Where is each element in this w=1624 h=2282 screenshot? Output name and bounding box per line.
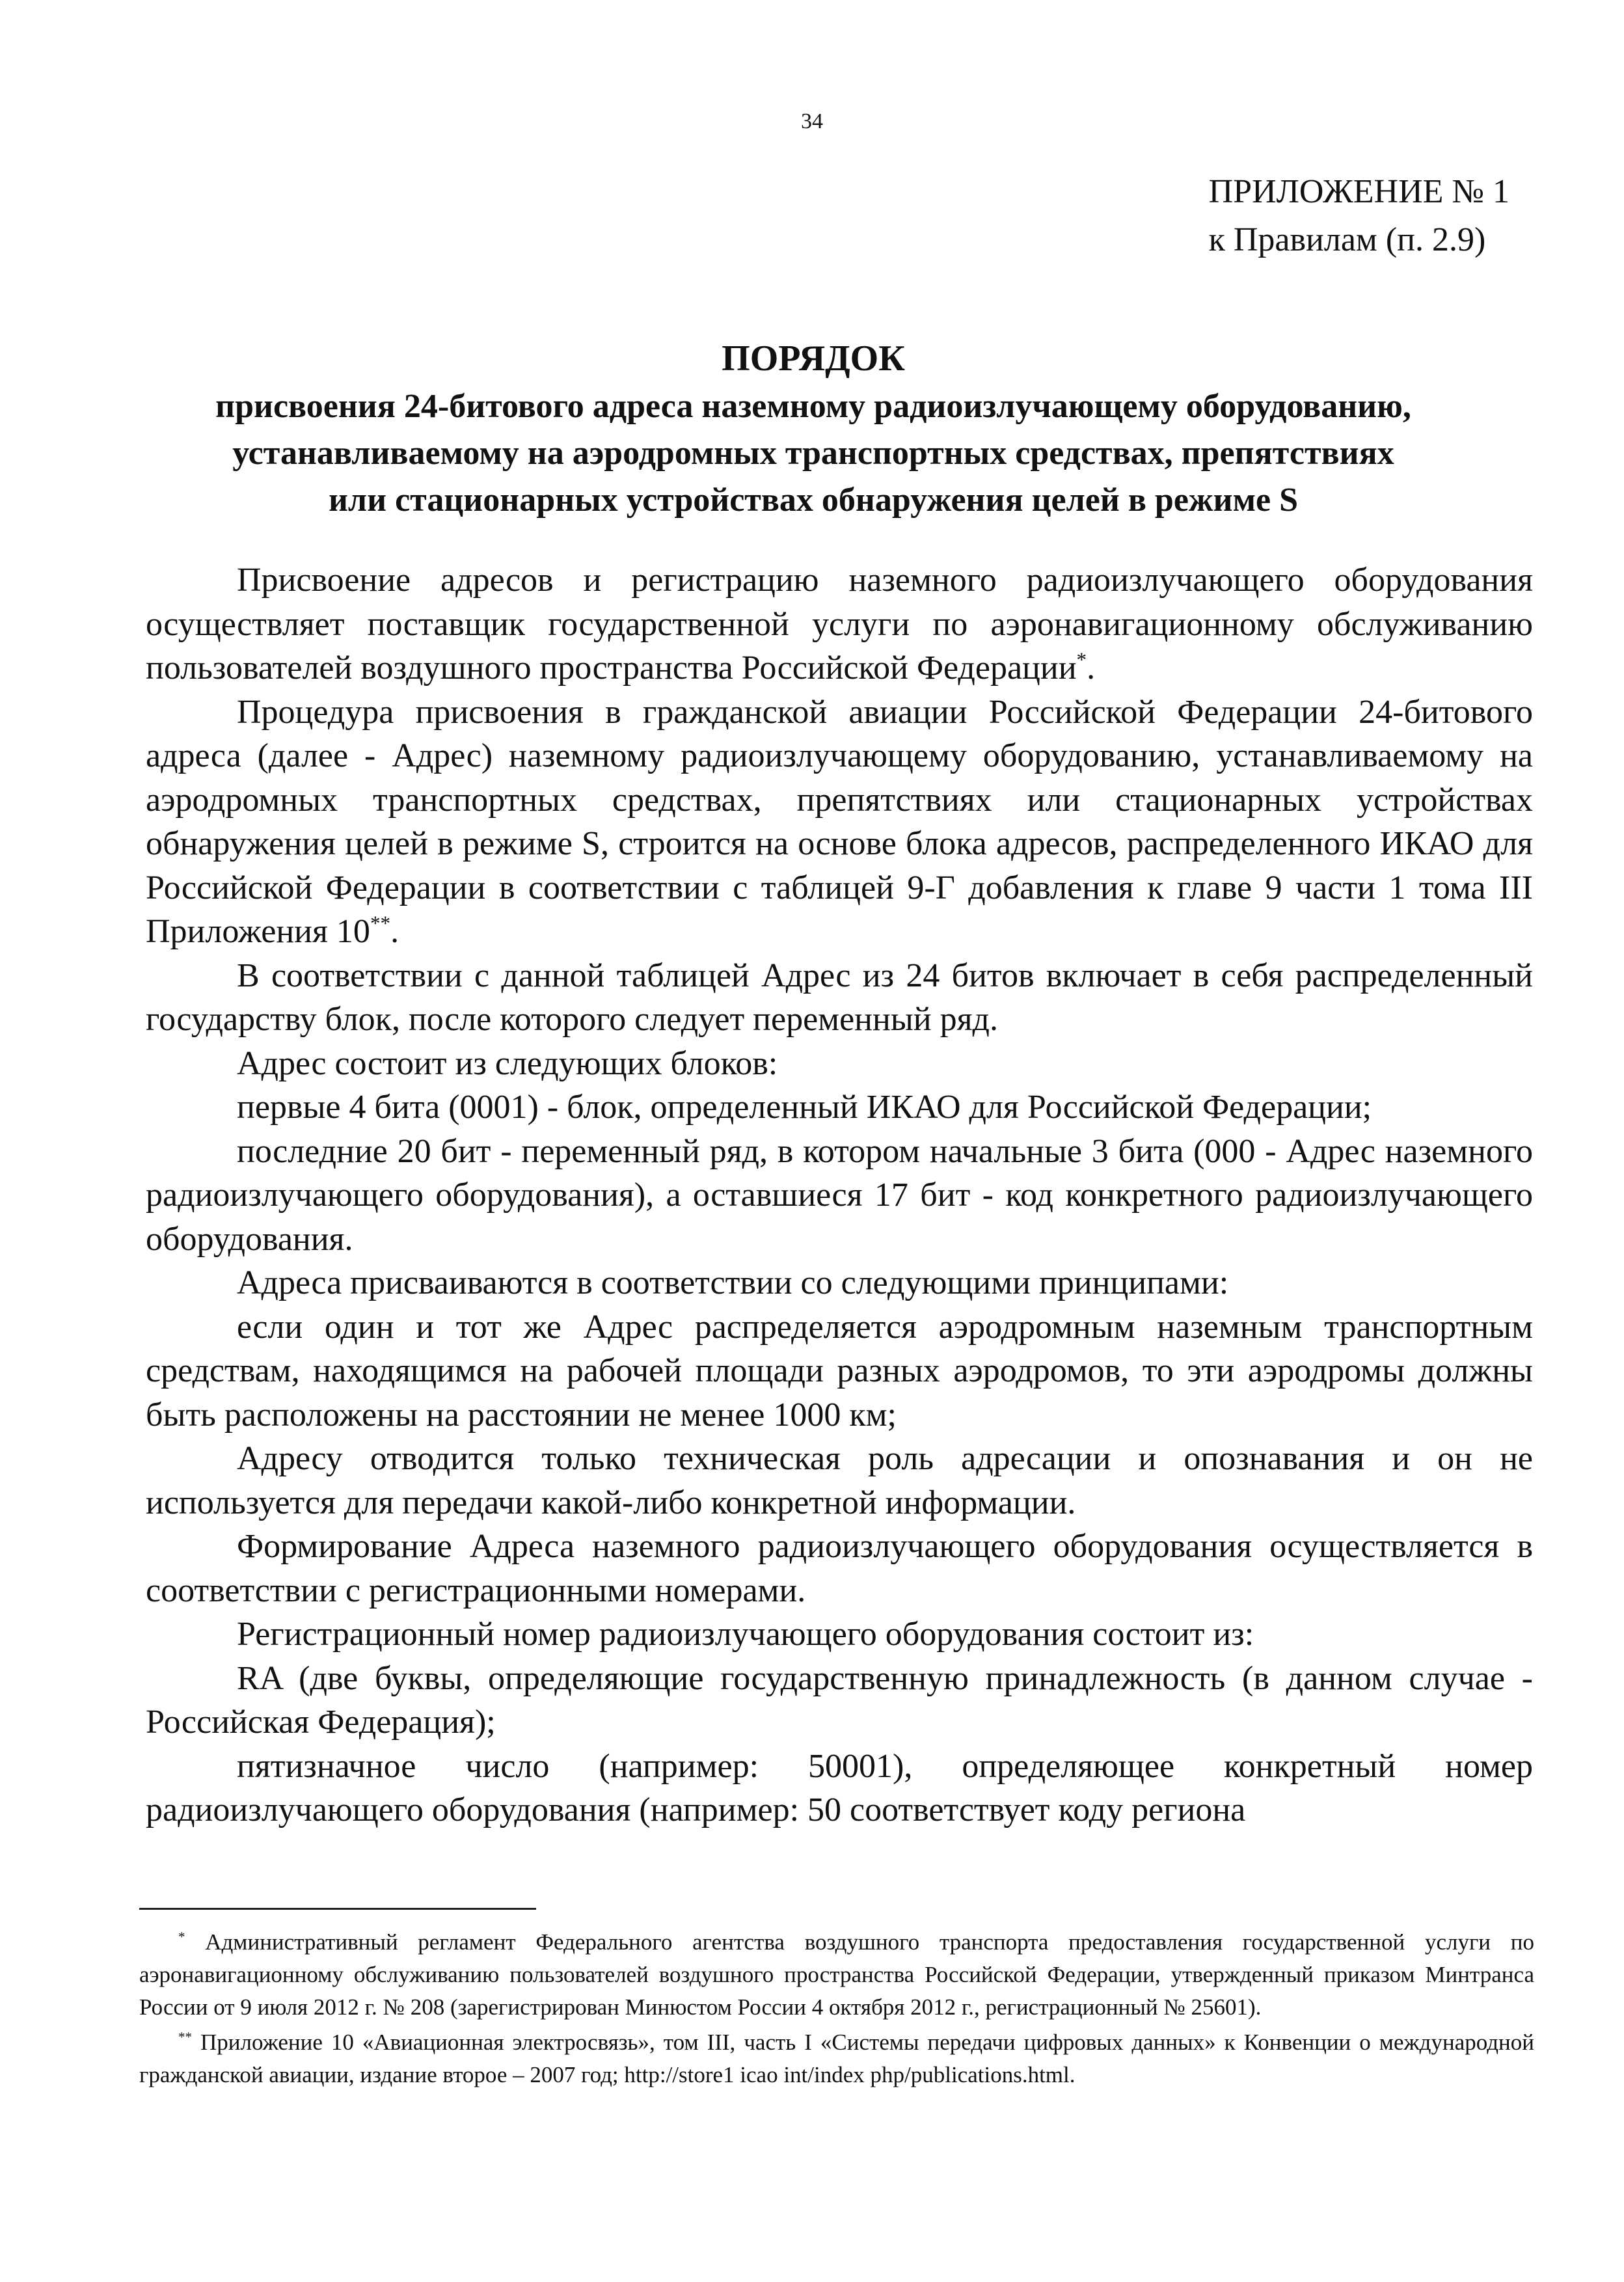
paragraph: Формирование Адреса наземного радиоизлучающего оборудования осуществляется в соответствии с регистрационными номерами.	[146, 1528, 1533, 1609]
title-line-1: присвоения 24-битового адреса наземному радиоизлучающему оборудованию,	[215, 388, 1411, 425]
footnote: * Административный регламент Федерального агентства воздушного транспорта предоставления государственной услуги по аэронавигационному обслуживанию пользователей воздушного пространства Российской Федерации, утвержденный приказом Минтранса России от 9 июля 2012 г. № 208 (зарегистрирован Минюстом России 4 октября 2012 г., регистрационный № 25601).	[139, 1929, 1534, 2020]
body-text	[146, 558, 1533, 1832]
footnote-ref: *	[1076, 648, 1087, 672]
paragraph: Регистрационный номер радиоизлучающего оборудования состоит из:	[237, 1616, 1254, 1653]
paragraph: Адрес состоит из следующих блоков:	[237, 1044, 778, 1082]
footnote: ** Приложение 10 «Авиационная электросвязь», том III, часть I «Системы передачи цифровых данных» к Конвенции о международной гражданской авиации, издание второе – 2007 год; http://store1 icao int/index php/publications.html.	[139, 2029, 1534, 2087]
appendix-number: ПРИЛОЖЕНИЕ № 1	[1208, 173, 1509, 210]
title-line-2: устанавливаемому на аэродромных транспортных средствах, препятствиях	[232, 435, 1394, 472]
paragraph: последние 20 бит - переменный ряд, в котором начальные 3 бита (000 - Адрес наземного радиоизлучающего оборудования), а оставшиеся 17 бит - код конкретного радиоизлучающего оборудования.	[146, 1132, 1533, 1258]
paragraph: Процедура присвоения в гражданской авиации Российской Федерации 24-битового адреса (далее - Адрес) наземному радиоизлучающему оборудованию, устанавливаемому на аэродромных транспортных средствах, препятствиях или стационарных устройствах обнаружения целей в режиме S, строится на основе блока адресов, распределенного ИКАО для Российской Федерации в соответствии с таблицей 9-Г добавления к главе 9 части 1 тома III Приложения 10**.	[146, 693, 1533, 950]
footnote-divider	[139, 1908, 536, 1910]
paragraph: первые 4 бита (0001) - блок, определенный ИКАО для Российской Федерации;	[237, 1089, 1372, 1126]
appendix-header	[1209, 168, 1509, 264]
footnote-ref: **	[370, 912, 391, 935]
paragraph: Присвоение адресов и регистрацию наземного радиоизлучающего оборудования осуществляет поставщик государственной услуги по аэронавигационному обслуживанию пользователей воздушного пространства Российской Федерации*.	[146, 562, 1533, 686]
footnote-mark: *	[178, 1929, 185, 1945]
footnotes	[139, 1926, 1534, 2091]
paragraph: RA (две буквы, определяющие государственную принадлежность (в данном случае - Российская Федерация);	[146, 1659, 1533, 1741]
paragraph: пятизначное число (например: 50001), определяющее конкретный номер радиоизлучающего оборудования (например: 50 соответствует коду региона	[146, 1747, 1533, 1828]
paragraph: В соответствии с данной таблицей Адрес из 24 битов включает в себя распределенный государству блок, после которого следует переменный ряд.	[146, 957, 1533, 1038]
footnote-mark: **	[178, 2029, 192, 2045]
appendix-reference: к Правилам (п. 2.9)	[1208, 221, 1486, 258]
paragraph: если один и тот же Адрес распределяется аэродромным наземным транспортным средствам, находящимся на рабочей площади разных аэродромов, то эти аэродромы должны быть расположены на расстоянии не менее 1000 км;	[146, 1308, 1533, 1433]
title-main: ПОРЯДОК	[722, 338, 905, 379]
paragraph: Адреса присваиваются в соответствии со следующими принципами:	[237, 1264, 1229, 1301]
page-number: 34	[801, 109, 823, 133]
title-line-3: или стационарных устройствах обнаружения целей в режиме S	[328, 482, 1299, 519]
document-title	[130, 335, 1496, 524]
paragraph: Адресу отводится только техническая роль адресации и опознавания и он не используется для передачи какой-либо конкретной информации.	[146, 1440, 1533, 1521]
